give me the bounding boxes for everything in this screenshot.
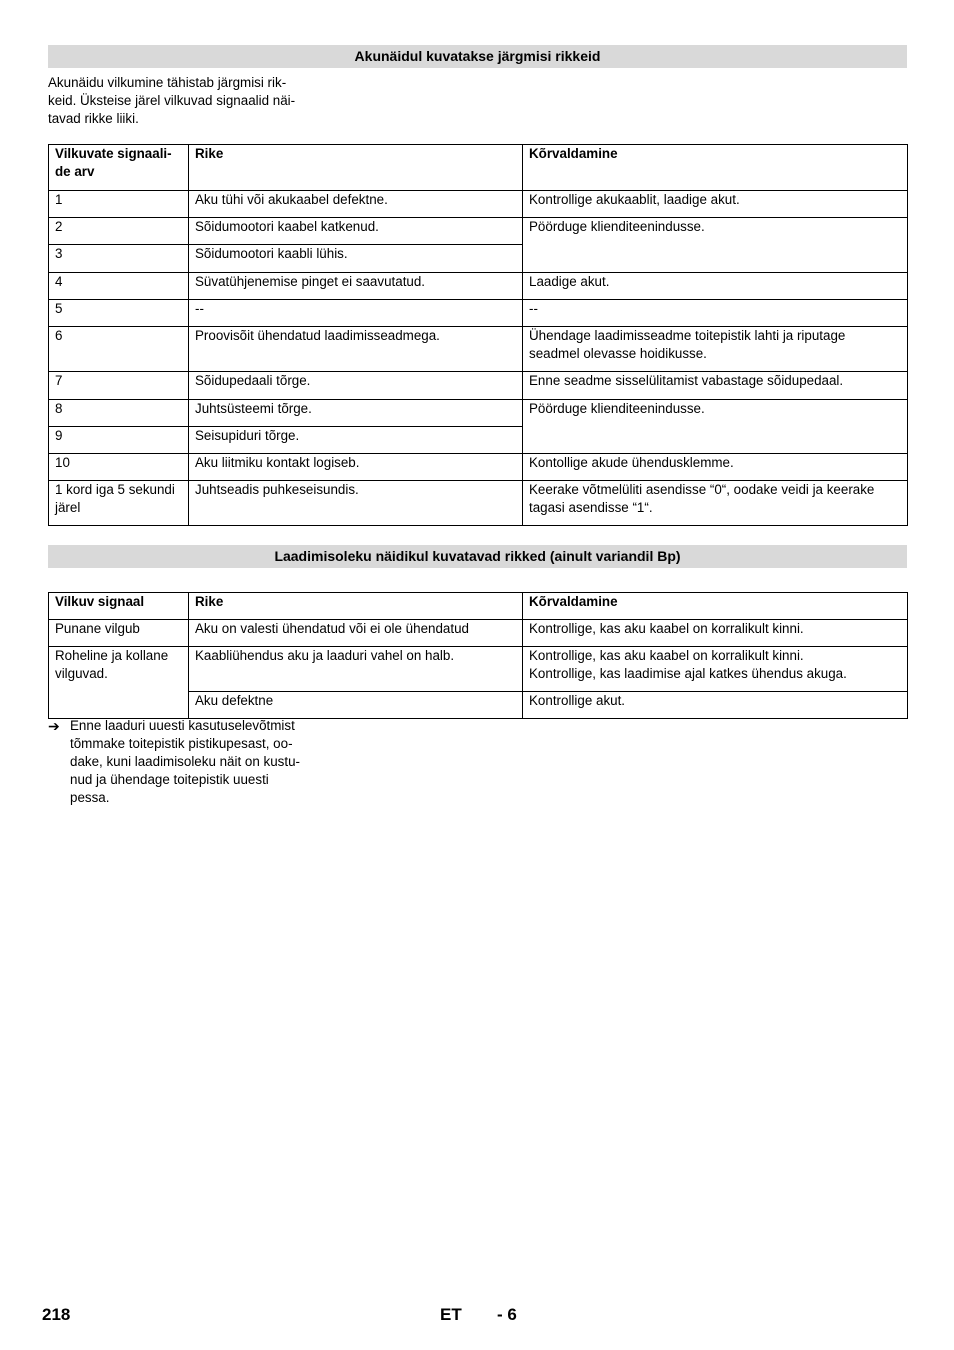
note-line: tõmmake toitepistik pistikupesast, oo- [70, 736, 293, 751]
fault-cell: Kaabliühendus aku ja laaduri vahel on halb. [189, 647, 523, 692]
page-number: 218 [42, 1305, 71, 1324]
table-row [49, 300, 908, 327]
remedy-cell: Laadige akut. [523, 273, 908, 300]
fault-cell: Aku tühi või akukaabel defektne. [189, 191, 523, 218]
fault-cell: Proovisõit ühendatud laadimisseadmega. [189, 327, 523, 372]
signal-count-cell: 10 [49, 454, 189, 481]
table-row [49, 454, 908, 481]
table-row [49, 647, 908, 692]
remedy-cell: Keerake võtmelüliti asendisse “0“, oodake veidi ja keerake tagasi asendisse “1“. [523, 481, 908, 526]
table-row [49, 327, 908, 372]
remedy-cell: Kontrollige, kas aku kaabel on korralikult kinni. [523, 620, 908, 647]
fault-cell: Sõidupedaali tõrge. [189, 372, 523, 400]
intro-line: Akunäidu vilkumine tähistab järgmisi rik- [48, 75, 287, 90]
signal-cell: Punane vilgub [49, 620, 189, 647]
signal-count-cell: 6 [49, 327, 189, 372]
note-line: Enne laaduri uuesti kasutuselevõtmist [70, 718, 295, 733]
signal-count-cell: 5 [49, 300, 189, 327]
signal-cell: Roheline ja kollane vilguvad. [49, 647, 189, 719]
table-row [49, 273, 908, 300]
intro-text [48, 74, 323, 128]
remedy-cell: Kontollige akude ühendusklemme. [523, 454, 908, 481]
fault-cell: Seisupiduri tõrge. [189, 427, 523, 454]
charging-fault-table [48, 592, 908, 719]
note-line: nud ja ühendage toitepistik uuesti [70, 772, 269, 787]
table-row [49, 372, 908, 400]
signal-count-cell: 7 [49, 372, 189, 400]
fault-cell: Aku on valesti ühendatud või ei ole ühendatud [189, 620, 523, 647]
fault-cell: Süvatühjenemise pinget ei saavutatud. [189, 273, 523, 300]
header-remedy: Kõrvaldamine [523, 145, 908, 191]
remedy-cell: Kontrollige, kas aku kaabel on korralikult kinni. Kontrollige, kas laadimise ajal katkes ühendus akuga. [523, 647, 908, 692]
table-row [49, 620, 908, 647]
signal-count-cell: 8 [49, 400, 189, 427]
sub-page-number: - 6 [497, 1305, 517, 1324]
fault-cell: Sõidumootori kaabli lühis. [189, 245, 523, 273]
language-code: ET [440, 1305, 462, 1324]
fault-cell: Juhtsüsteemi tõrge. [189, 400, 523, 427]
fault-cell: -- [189, 300, 523, 327]
remedy-cell: Pöörduge klienditeenindusse. [523, 218, 908, 273]
table-row [49, 191, 908, 218]
remedy-cell: Enne seadme sisselülitamist vabastage sõidupedaal. [523, 372, 908, 400]
note-text [70, 717, 350, 807]
signal-count-cell: 9 [49, 427, 189, 454]
signal-count-cell: 1 kord iga 5 sekundi järel [49, 481, 189, 526]
signal-count-cell: 4 [49, 273, 189, 300]
table-row [49, 400, 908, 427]
header-fault: Rike [189, 145, 523, 191]
table-header-row [49, 145, 908, 191]
section-title-battery-faults: Akunäidul kuvatakse järgmisi rikkeid [48, 45, 907, 68]
fault-cell: Aku liitmiku kontakt logiseb. [189, 454, 523, 481]
header-signal-count: Vilkuvate signaali- de arv [49, 145, 189, 191]
note-line: dake, kuni laadimisoleku näit on kustu- [70, 754, 301, 769]
remedy-cell: Ühendage laadimisseadme toitepistik lahti ja riputage seadmel olevasse hoidikusse. [523, 327, 908, 372]
fault-cell: Juhtseadis puhkeseisundis. [189, 481, 523, 526]
header-signal: Vilkuv signaal [49, 593, 189, 620]
fault-cell: Sõidumootori kaabel katkenud. [189, 218, 523, 245]
remedy-cell: Kontrollige akut. [523, 692, 908, 719]
battery-fault-table [48, 144, 908, 526]
remedy-cell: Kontrollige akukaablit, laadige akut. [523, 191, 908, 218]
header-fault: Rike [189, 593, 523, 620]
signal-count-cell: 2 [49, 218, 189, 245]
table-header-row [49, 593, 908, 620]
remedy-cell: Pöörduge klienditeenindusse. [523, 400, 908, 454]
fault-cell: Aku defektne [189, 692, 523, 719]
table-row [49, 481, 908, 526]
signal-count-cell: 1 [49, 191, 189, 218]
table-row [49, 218, 908, 245]
intro-line: keid. Üksteise järel vilkuvad signaalid näi- [48, 93, 296, 108]
header-remedy: Kõrvaldamine [523, 593, 908, 620]
remedy-cell: -- [523, 300, 908, 327]
signal-count-cell: 3 [49, 245, 189, 273]
arrow-right-icon: ➔ [48, 718, 60, 734]
intro-line: tavad rikke liiki. [48, 111, 139, 126]
note-line: pessa. [70, 790, 110, 805]
section-title-charging-faults: Laadimisoleku näidikul kuvatavad rikked (ainult variandil Bp) [48, 545, 907, 568]
